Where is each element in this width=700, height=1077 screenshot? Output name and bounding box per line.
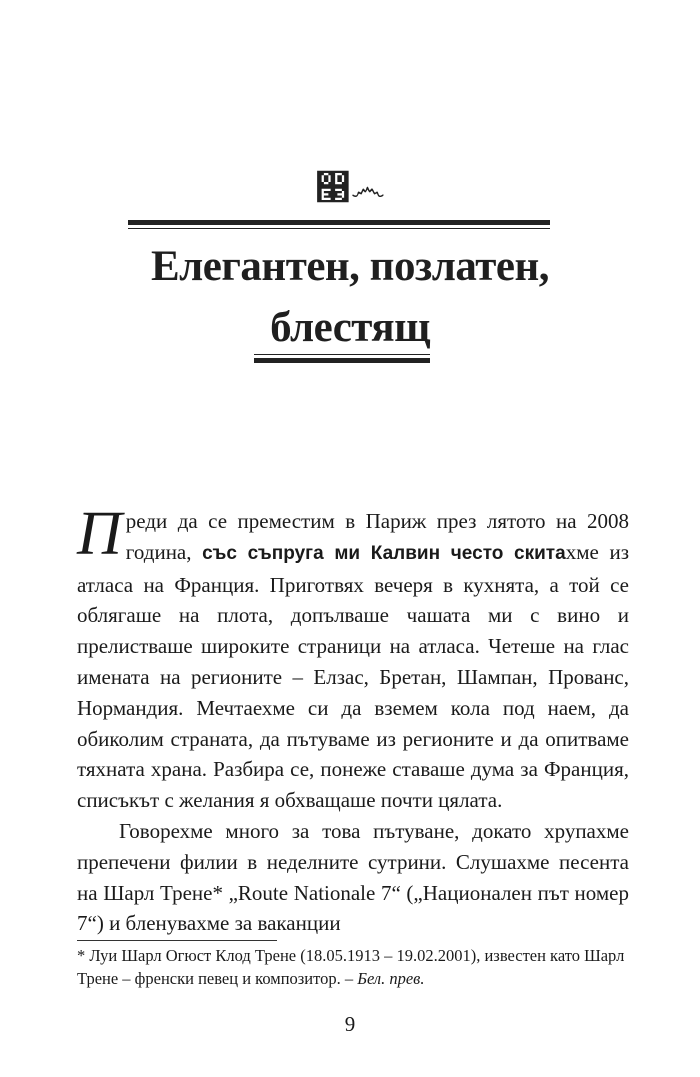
footnote-text: * Луи Шарл Огюст Клод Трене (18.05.1913 – 19.02.2001), известен като Шарл Трене – френски певец и композитор. – — [77, 946, 625, 988]
title-rule-top — [128, 220, 550, 229]
chapter-title-line-2: блестящ — [270, 304, 430, 351]
footnote — [77, 944, 629, 990]
chapter-title — [0, 236, 700, 358]
chapter-ornament: ෣෴ — [314, 168, 386, 208]
page-number: 9 — [344, 1012, 356, 1036]
footnote-translator-note: Бел. прев. — [357, 969, 425, 988]
body-text — [77, 500, 629, 939]
chapter-title-line-1: Елегантен, позлатен, — [151, 243, 549, 290]
paragraph-1-start: реди да се преместим в Париж през лятото на 2008 година, — [125, 509, 629, 564]
paragraph-1-bold: със съпруга ми Калвин често скита — [202, 542, 566, 564]
drop-cap: П — [77, 500, 122, 568]
paragraph-1 — [77, 500, 629, 816]
title-rule-bottom — [254, 350, 430, 363]
paragraph-1-rest: хме из атласа на Франция. Приготвях вечеря в кухнята, а той се облягаше на плота, допълваше чашата ми с вино и прелистваше широките страници на атласа. Четеше на глас имената на регионите – Елзас, Бретан, Шампан, Прованс, Нормандия. Мечтаехме си да вземем кола под наем, да обиколим страната, да пътуваме из регионите и да опитваме тяхната храна. Разбира се, понеже ставаше дума за Франция, списъкът с желания я обхващаше почти цялата. — [77, 539, 629, 813]
paragraph-2: Говорехме много за това пътуване, докато хрупахме препечени филии в неделните сутрини. Слушахме песента на Шарл Трене* „Route Nationale 7“ („Национален път номер 7“) и бленувахме за ваканции — [77, 818, 629, 936]
footnote-separator — [77, 940, 277, 941]
